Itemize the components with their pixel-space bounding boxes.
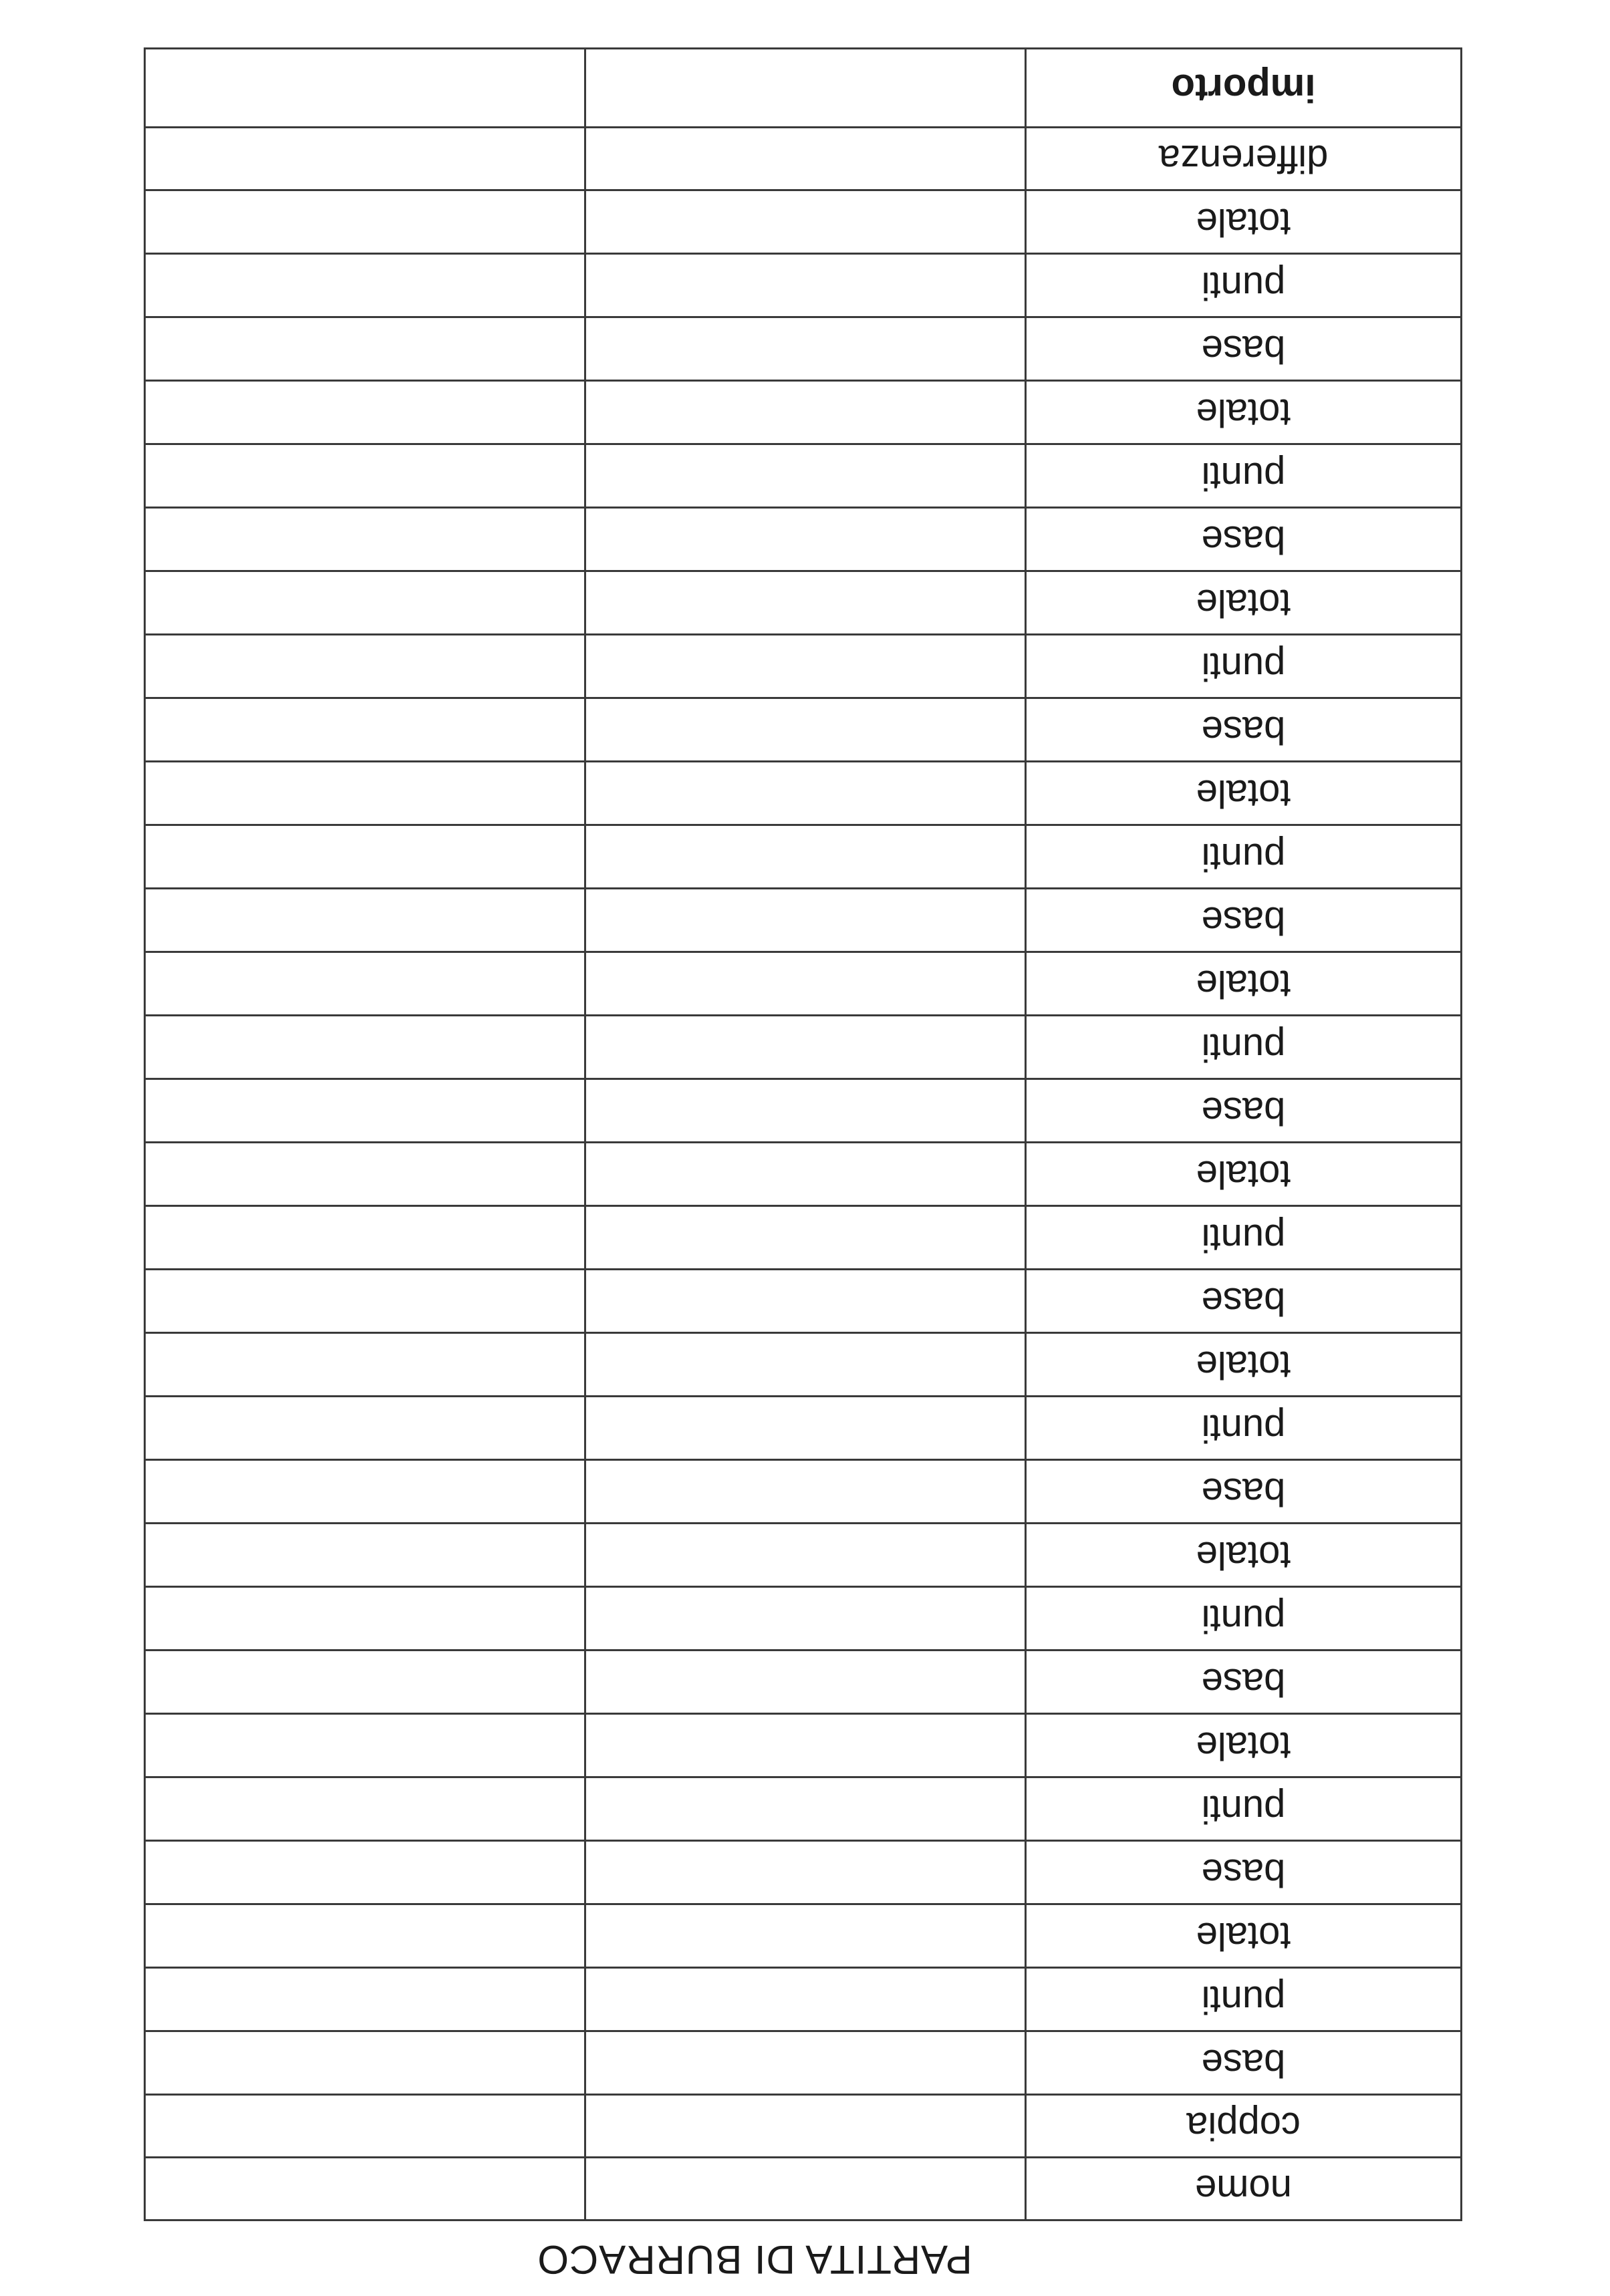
difference-team-1-cell[interactable] <box>585 128 1026 190</box>
row-label-nome: nome <box>1026 2158 1462 2220</box>
hand-9-punti-row <box>145 444 1462 508</box>
hand-5-punti-team-1-cell[interactable] <box>585 1206 1026 1270</box>
hand-2-totale-team-1-cell[interactable] <box>585 1714 1026 1777</box>
hand-2-punti-team-2-cell[interactable] <box>145 1777 585 1841</box>
hand-5-base-team-2-cell[interactable] <box>145 1270 585 1333</box>
row-label-base: base <box>1026 1460 1462 1524</box>
hand-1-totale-team-2-cell[interactable] <box>145 1904 585 1968</box>
row-label-base: base <box>1026 1079 1462 1143</box>
hand-3-totale-team-2-cell[interactable] <box>145 1524 585 1587</box>
hand-5-punti-row <box>145 1206 1462 1270</box>
row-label-base: base <box>1026 889 1462 952</box>
row-label-punti: punti <box>1026 254 1462 317</box>
hand-8-totale-team-2-cell[interactable] <box>145 571 585 635</box>
hand-9-base-team-1-cell[interactable] <box>585 508 1026 571</box>
hand-4-punti-team-1-cell[interactable] <box>585 1397 1026 1460</box>
hand-4-base-row <box>145 1460 1462 1524</box>
row-label-punti: punti <box>1026 1587 1462 1651</box>
hand-2-base-team-2-cell[interactable] <box>145 1841 585 1904</box>
hand-4-totale-team-2-cell[interactable] <box>145 1333 585 1397</box>
difference-row <box>145 128 1462 190</box>
row-label-punti: punti <box>1026 1016 1462 1079</box>
hand-7-base-row <box>145 889 1462 952</box>
score-table <box>144 47 1462 2221</box>
row-label-totale: totale <box>1026 1904 1462 1968</box>
row-label-totale: totale <box>1026 1143 1462 1206</box>
hand-10-totale-team-1-cell[interactable] <box>585 190 1026 254</box>
hand-7-totale-team-1-cell[interactable] <box>585 762 1026 825</box>
hand-10-punti-row <box>145 254 1462 317</box>
hand-2-punti-row <box>145 1777 1462 1841</box>
hand-8-base-row <box>145 698 1462 762</box>
hand-9-base-row <box>145 508 1462 571</box>
hand-6-totale-team-2-cell[interactable] <box>145 952 585 1016</box>
row-label-base: base <box>1026 1651 1462 1714</box>
amount-team-2-cell[interactable] <box>145 49 585 128</box>
hand-3-totale-row <box>145 1524 1462 1587</box>
header-row-name <box>145 2158 1462 2220</box>
hand-7-punti-row <box>145 825 1462 889</box>
hand-2-base-team-1-cell[interactable] <box>585 1841 1026 1904</box>
hand-8-punti-row <box>145 635 1462 698</box>
hand-6-totale-row <box>145 952 1462 1016</box>
row-label-punti: punti <box>1026 1397 1462 1460</box>
row-label-base: base <box>1026 1841 1462 1904</box>
hand-7-totale-row <box>145 762 1462 825</box>
row-label-totale: totale <box>1026 381 1462 444</box>
team-1-name-cell[interactable] <box>585 2158 1026 2220</box>
team-1-pair-cell[interactable] <box>585 2095 1026 2158</box>
amount-row <box>145 49 1462 128</box>
hand-8-punti-team-1-cell[interactable] <box>585 635 1026 698</box>
hand-1-base-team-1-cell[interactable] <box>585 2031 1026 2095</box>
row-label-punti: punti <box>1026 444 1462 508</box>
row-label-totale: totale <box>1026 762 1462 825</box>
hand-7-totale-team-2-cell[interactable] <box>145 762 585 825</box>
hand-3-base-row <box>145 1651 1462 1714</box>
hand-2-punti-team-1-cell[interactable] <box>585 1777 1026 1841</box>
row-label-totale: totale <box>1026 190 1462 254</box>
hand-4-totale-team-1-cell[interactable] <box>585 1333 1026 1397</box>
hand-5-totale-team-1-cell[interactable] <box>585 1143 1026 1206</box>
hand-3-punti-row <box>145 1587 1462 1651</box>
hand-10-totale-row <box>145 190 1462 254</box>
row-label-base: base <box>1026 1270 1462 1333</box>
row-label-punti: punti <box>1026 1777 1462 1841</box>
row-label-base: base <box>1026 698 1462 762</box>
hand-6-punti-team-1-cell[interactable] <box>585 1016 1026 1079</box>
hand-9-totale-row <box>145 381 1462 444</box>
hand-4-punti-row <box>145 1397 1462 1460</box>
hand-3-base-team-1-cell[interactable] <box>585 1651 1026 1714</box>
hand-8-punti-team-2-cell[interactable] <box>145 635 585 698</box>
row-label-totale: totale <box>1026 1333 1462 1397</box>
row-label-coppia: coppia <box>1026 2095 1462 2158</box>
hand-8-totale-row <box>145 571 1462 635</box>
hand-1-totale-row <box>145 1904 1462 1968</box>
hand-4-base-team-1-cell[interactable] <box>585 1460 1026 1524</box>
hand-9-totale-team-2-cell[interactable] <box>145 381 585 444</box>
hand-6-punti-row <box>145 1016 1462 1079</box>
row-label-importo: importo <box>1026 49 1462 128</box>
hand-7-punti-team-1-cell[interactable] <box>585 825 1026 889</box>
hand-1-base-team-2-cell[interactable] <box>145 2031 585 2095</box>
hand-6-base-row <box>145 1079 1462 1143</box>
team-2-name-cell[interactable] <box>145 2158 585 2220</box>
hand-2-totale-row <box>145 1714 1462 1777</box>
hand-10-base-row <box>145 317 1462 381</box>
row-label-base: base <box>1026 2031 1462 2095</box>
header-row-pair <box>145 2095 1462 2158</box>
hand-10-base-team-2-cell[interactable] <box>145 317 585 381</box>
hand-6-totale-team-1-cell[interactable] <box>585 952 1026 1016</box>
hand-5-totale-team-2-cell[interactable] <box>145 1143 585 1206</box>
hand-3-punti-team-2-cell[interactable] <box>145 1587 585 1651</box>
row-label-totale: totale <box>1026 571 1462 635</box>
row-label-base: base <box>1026 508 1462 571</box>
hand-5-base-team-1-cell[interactable] <box>585 1270 1026 1333</box>
hand-1-punti-team-1-cell[interactable] <box>585 1968 1026 2031</box>
hand-8-base-team-1-cell[interactable] <box>585 698 1026 762</box>
row-label-punti: punti <box>1026 825 1462 889</box>
score-table-body <box>145 49 1462 2220</box>
row-label-punti: punti <box>1026 1968 1462 2031</box>
hand-7-base-team-2-cell[interactable] <box>145 889 585 952</box>
hand-4-punti-team-2-cell[interactable] <box>145 1397 585 1460</box>
row-label-punti: punti <box>1026 635 1462 698</box>
row-label-totale: totale <box>1026 1714 1462 1777</box>
hand-5-base-row <box>145 1270 1462 1333</box>
hand-3-punti-team-1-cell[interactable] <box>585 1587 1026 1651</box>
hand-10-base-team-1-cell[interactable] <box>585 317 1026 381</box>
hand-8-base-team-2-cell[interactable] <box>145 698 585 762</box>
sheet-title: PARTITA DI BURRACO <box>537 2237 972 2282</box>
hand-7-punti-team-2-cell[interactable] <box>145 825 585 889</box>
hand-4-totale-row <box>145 1333 1462 1397</box>
hand-8-totale-team-1-cell[interactable] <box>585 571 1026 635</box>
row-label-differenza: differenza <box>1026 128 1462 190</box>
hand-5-punti-team-2-cell[interactable] <box>145 1206 585 1270</box>
hand-2-totale-team-2-cell[interactable] <box>145 1714 585 1777</box>
amount-team-1-cell[interactable] <box>585 49 1026 128</box>
hand-2-base-row <box>145 1841 1462 1904</box>
hand-1-punti-row <box>145 1968 1462 2031</box>
difference-team-2-cell[interactable] <box>145 128 585 190</box>
hand-10-totale-team-2-cell[interactable] <box>145 190 585 254</box>
hand-10-punti-team-1-cell[interactable] <box>585 254 1026 317</box>
hand-9-punti-team-2-cell[interactable] <box>145 444 585 508</box>
hand-5-totale-row <box>145 1143 1462 1206</box>
row-label-totale: totale <box>1026 952 1462 1016</box>
hand-4-base-team-2-cell[interactable] <box>145 1460 585 1524</box>
team-2-pair-cell[interactable] <box>145 2095 585 2158</box>
hand-6-base-team-1-cell[interactable] <box>585 1079 1026 1143</box>
hand-3-base-team-2-cell[interactable] <box>145 1651 585 1714</box>
hand-9-punti-team-1-cell[interactable] <box>585 444 1026 508</box>
hand-10-punti-team-2-cell[interactable] <box>145 254 585 317</box>
hand-9-base-team-2-cell[interactable] <box>145 508 585 571</box>
hand-3-totale-team-1-cell[interactable] <box>585 1524 1026 1587</box>
hand-1-punti-team-2-cell[interactable] <box>145 1968 585 2031</box>
hand-9-totale-team-1-cell[interactable] <box>585 381 1026 444</box>
hand-6-punti-team-2-cell[interactable] <box>145 1016 585 1079</box>
hand-1-totale-team-1-cell[interactable] <box>585 1904 1026 1968</box>
hand-7-base-team-1-cell[interactable] <box>585 889 1026 952</box>
hand-1-base-row <box>145 2031 1462 2095</box>
hand-6-base-team-2-cell[interactable] <box>145 1079 585 1143</box>
row-label-base: base <box>1026 317 1462 381</box>
row-label-totale: totale <box>1026 1524 1462 1587</box>
row-label-punti: punti <box>1026 1206 1462 1270</box>
